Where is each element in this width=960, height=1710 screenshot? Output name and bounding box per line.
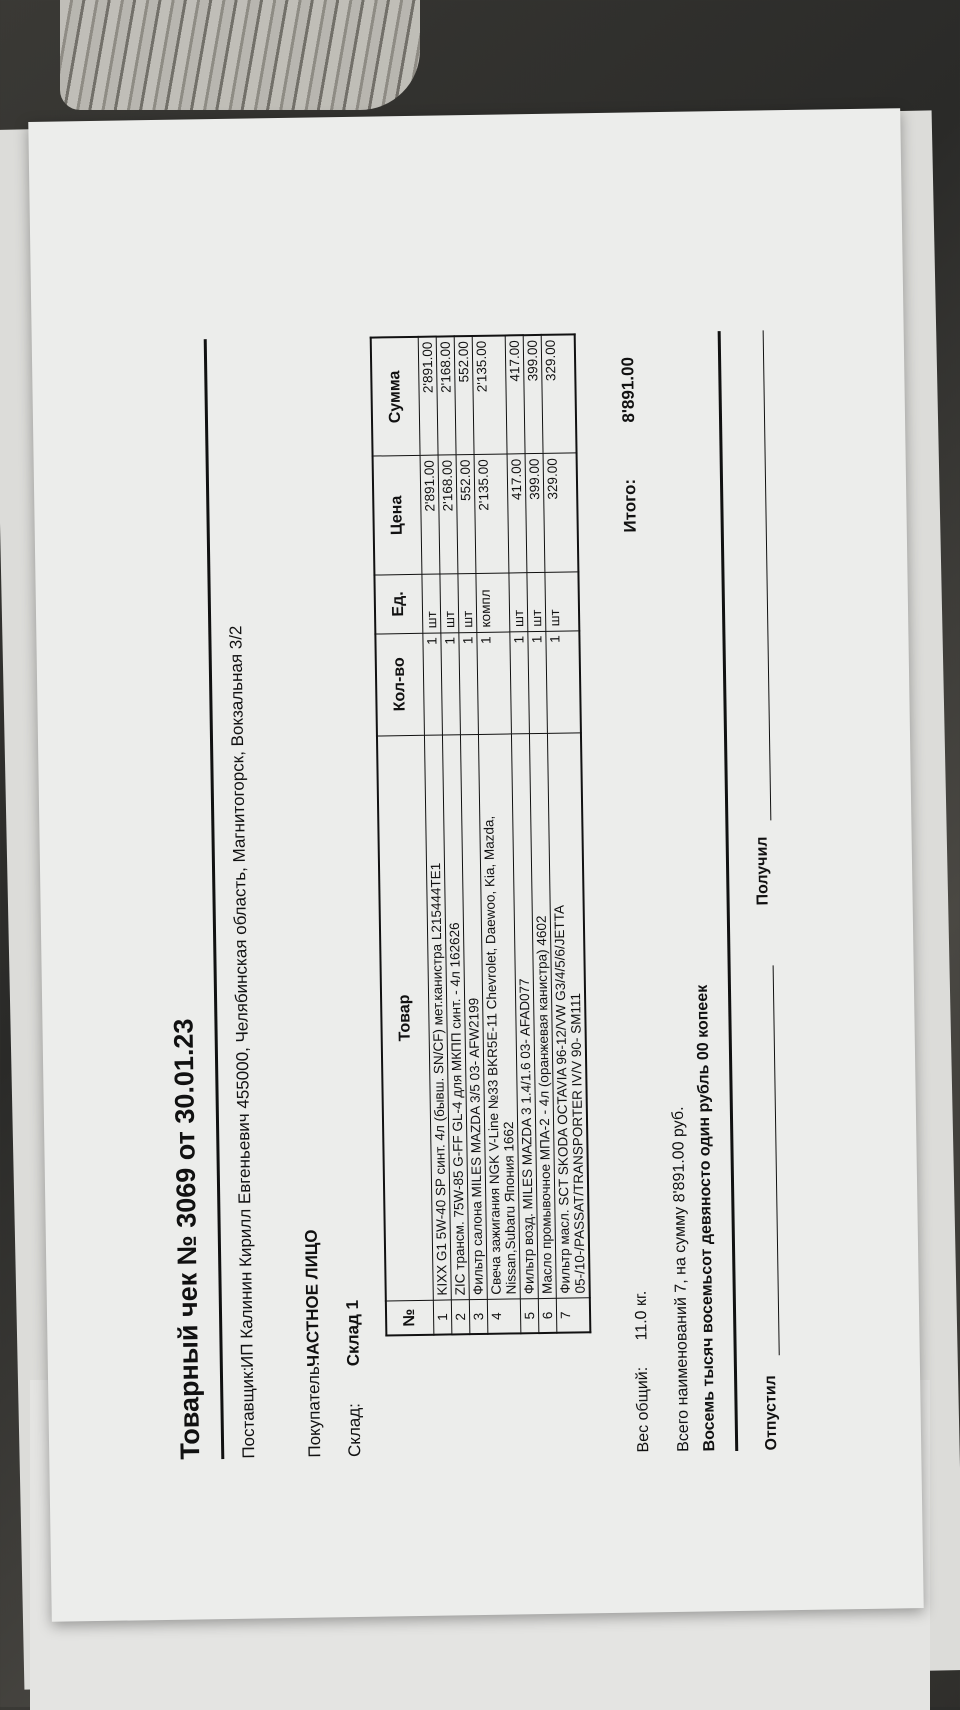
supplier-row: [222, 388, 259, 1459]
weight-value: 11.0 кг.: [632, 1290, 651, 1341]
buyer-row: [288, 387, 325, 1458]
cell-price: 2'168.00: [438, 455, 458, 574]
cell-qty: 1: [546, 630, 581, 732]
cell-num: 5: [520, 1299, 539, 1334]
cell-price: 552.00: [456, 455, 476, 574]
cell-unit: шт: [527, 572, 546, 631]
receipt: [116, 190, 837, 1541]
items-table: [370, 333, 592, 1336]
cell-price: 2'891.00: [420, 456, 440, 575]
cell-price: 417.00: [507, 454, 527, 573]
cell-sum: 2'168.00: [436, 336, 456, 455]
column-header-num: №: [386, 1300, 434, 1335]
receipt-paper: [28, 108, 923, 1622]
cell-price: 329.00: [543, 453, 578, 572]
cell-unit: компл: [476, 573, 510, 632]
cell-qty: 1: [459, 632, 479, 734]
cell-num: 3: [469, 1299, 488, 1334]
background-cables: [60, 0, 420, 110]
cell-num: 7: [556, 1298, 590, 1333]
title-rule: [204, 339, 225, 1459]
column-header-sum: Сумма: [371, 337, 420, 457]
cell-sum: 329.00: [541, 334, 576, 453]
total-value: 8'891.00: [618, 356, 639, 423]
column-header-name: Товар: [377, 735, 433, 1301]
cell-sum: 2'135.00: [472, 335, 507, 454]
cell-name: Фильтр масл. SCT SKODA OCTAVIA 96-12/VW G3/4/5/6/JETTA 05-/10-/PASSAT/TRANSPORTER IV/V 90- SM111: [547, 732, 589, 1298]
cell-num: 2: [451, 1300, 470, 1335]
supplier-label: Поставщик:: [237, 1366, 259, 1459]
cell-unit: шт: [440, 574, 459, 633]
cell-unit: шт: [545, 572, 579, 631]
column-header-qty: Кол-во: [375, 633, 424, 736]
store-row: [328, 386, 365, 1457]
buyer-label: Покупатель:: [303, 1361, 325, 1458]
column-header-price: Цена: [373, 456, 422, 575]
cell-name: Масло промывочное МПА-2 - 4л (оранжевая канистра) 4602: [529, 733, 556, 1299]
cell-unit: шт: [458, 573, 477, 632]
cell-name: Фильтр салона MILES MAZDA 3/5 03- AFW2199: [460, 734, 487, 1300]
cell-sum: 399.00: [523, 335, 543, 454]
released-by-label: Отпустил: [762, 1375, 781, 1451]
received-by-label: Получил: [753, 836, 772, 906]
cell-qty: 1: [441, 632, 461, 734]
cell-sum: 552.00: [454, 336, 474, 455]
total-label: Итого:: [619, 478, 640, 533]
cell-num: 4: [487, 1299, 521, 1334]
cell-name: KIXX G1 5W-40 SP синт. 4л (бывш. SN/CF) мет.канистра L215444TE1: [424, 735, 451, 1301]
store-value: Склад 1: [342, 1299, 363, 1367]
cell-unit: шт: [509, 573, 528, 632]
table-body: [418, 334, 590, 1334]
supplier-value: ИП Калинин Кирилл Евгеньевич 455000, Челябинская область, Магнитогорск, Вокзальная 3/2: [226, 625, 257, 1369]
cell-name: ZIC трансм. 75W-85 G-FF GL-4 для МКПП синт. - 4л 162626: [442, 734, 469, 1300]
released-by-line: [773, 965, 780, 1355]
cell-name: Свеча зажигания NGK V-Line №33 BKR5E-11 Chevrolet, Daewoo, Kia, Mazda, Nissan,Subaru Япония 1662: [478, 734, 520, 1300]
cell-num: 1: [433, 1300, 452, 1335]
receipt-title: Товарный чек № 3069 от 30.01.23: [168, 1018, 206, 1460]
received-by-line: [763, 330, 772, 820]
buyer-value: ЧАСТНОЕ ЛИЦО: [301, 1229, 323, 1368]
cell-qty: 1: [528, 631, 548, 733]
cell-price: 2'135.00: [474, 454, 509, 573]
cell-sum: 2'891.00: [418, 337, 438, 456]
store-label: Склад:: [344, 1402, 365, 1458]
cell-num: 6: [538, 1298, 557, 1333]
items-count-text: Всего наименований 7, на сумму 8'891.00 руб.: [669, 1106, 693, 1452]
column-header-unit: Ед.: [374, 574, 422, 633]
amount-in-words: Восемь тысяч восемьсот девяносто один рубль 00 копеек: [693, 984, 719, 1452]
cell-name: Фильтр возд. MILES MAZDA 3 1.4/1.6 03- AFAD077: [511, 733, 538, 1299]
cell-qty: 1: [510, 631, 530, 733]
cell-qty: 1: [423, 633, 443, 735]
weight-label: Вес общий:: [633, 1366, 653, 1453]
bottom-rule: [718, 331, 739, 1451]
cell-qty: 1: [477, 632, 512, 734]
cell-price: 399.00: [525, 454, 545, 573]
cell-sum: 417.00: [505, 335, 525, 454]
cell-unit: шт: [422, 574, 441, 633]
weight-row: [633, 1291, 654, 1453]
